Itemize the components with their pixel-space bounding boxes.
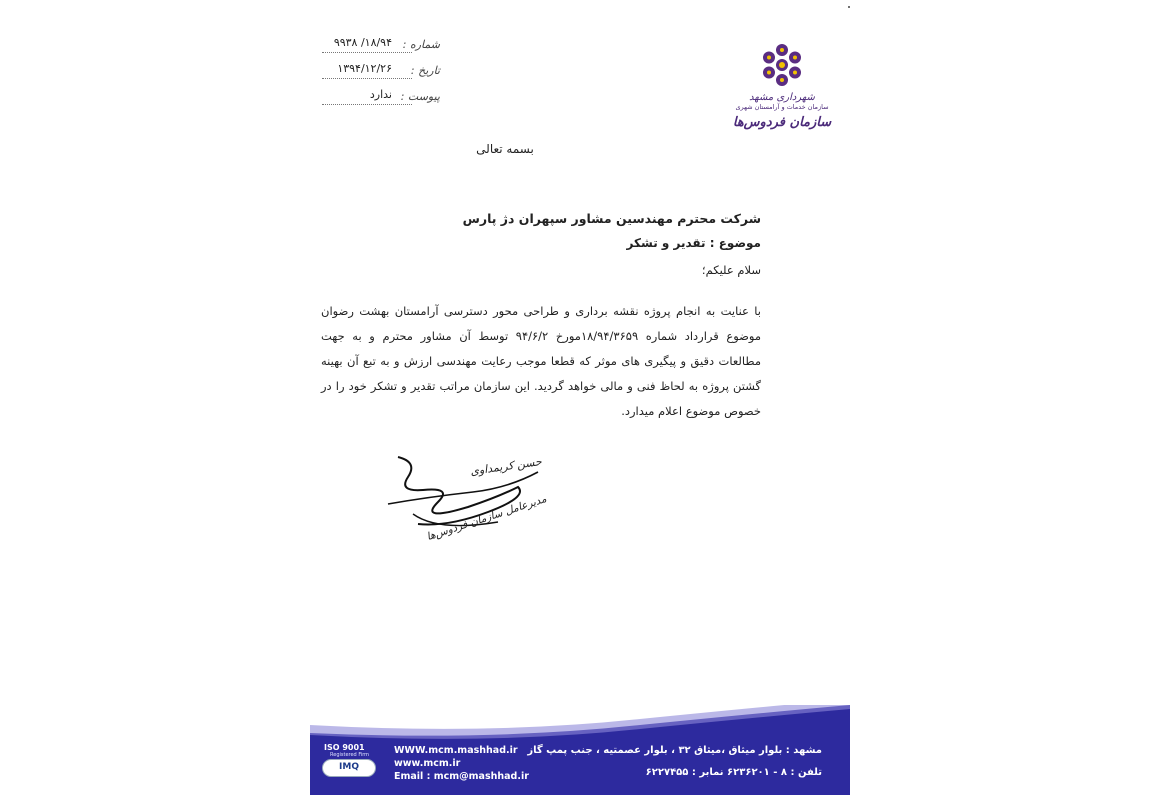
number-label: شماره :: [402, 38, 440, 51]
flower-emblem-icon: [757, 40, 807, 90]
date-label: تاریخ :: [410, 64, 440, 77]
date-line: [322, 78, 412, 79]
invocation: بسمه تعالی: [476, 142, 534, 156]
date-field: [330, 64, 440, 82]
imq-badge-icon: [322, 759, 376, 777]
number-field: [330, 38, 440, 56]
attachment-field: [330, 90, 440, 108]
iso-sub-label: Registered Firm: [330, 752, 370, 758]
attachment-value: ندارد: [369, 88, 392, 101]
iso-certification: [320, 743, 380, 783]
logo-line2: سازمان خدمات و آرامستان شهری: [735, 103, 829, 111]
imq-label: IMQ: [339, 762, 359, 772]
recipient: شرکت محترم مهندسین مشاور سپهران دژ پارس: [462, 211, 761, 226]
signer-title: مدیرعامل سازمان فردوس‌ها: [425, 492, 549, 544]
number-line: [322, 52, 412, 53]
greeting: سلام علیکم؛: [701, 263, 761, 277]
subject-line: موضوع : تقدیر و تشکر: [626, 236, 761, 250]
organization-logo: [732, 40, 832, 160]
iso-label: ISO 9001: [324, 743, 365, 752]
attachment-label: پیوست :: [400, 90, 440, 103]
logo-line3: سازمان فردوس‌ها: [732, 115, 832, 130]
signer-name: حسن کریمداوی: [469, 455, 543, 478]
scan-speck: [848, 6, 850, 8]
footer-website-1[interactable]: WWW.mcm.mashhad.ir: [394, 745, 518, 756]
footer-address: مشهد : بلوار میثاق ،میثاق ۳۲ ، بلوار عصمتیه ، جنب پمپ گاز: [527, 745, 822, 756]
logo-line1: شهرداری مشهد: [749, 92, 815, 103]
letter-body: با عنایت به انجام پروژه نقشه برداری و طراحی محور دسترسی آرامستان بهشت رضوان موضوع قرارداد شماره ۱۸/۹۴/۳۶۵۹مورخ ۹۴/۶/۲ توسط آن مشاور محترم و به جهت مطالعات دقیق و پیگیری های موثر که قطعا موجب رعایت مهندسی ارزش و به تبع آن بهینه گشتن پروژه به لحاظ فنی و مالی خواهد گردید. این سازمان مراتب تقدیر و تشکر خود را در خصوص موضوع اعلام میدارد.: [321, 304, 762, 418]
letterhead-footer: [310, 705, 850, 795]
number-value: ۱۸/۹۴/ ۹۹۳۸: [333, 36, 392, 49]
footer-website-2[interactable]: www.mcm.ir: [394, 758, 461, 769]
date-value: ۱۳۹۴/۱۲/۲۶: [337, 62, 392, 75]
footer-email[interactable]: Email : mcm@mashhad.ir: [394, 771, 529, 782]
footer-phone: تلفن : ۸ - ۶۲۳۶۲۰۱ نمابر : ۶۲۲۷۴۵۵: [645, 767, 822, 778]
attachment-line: [322, 104, 412, 105]
